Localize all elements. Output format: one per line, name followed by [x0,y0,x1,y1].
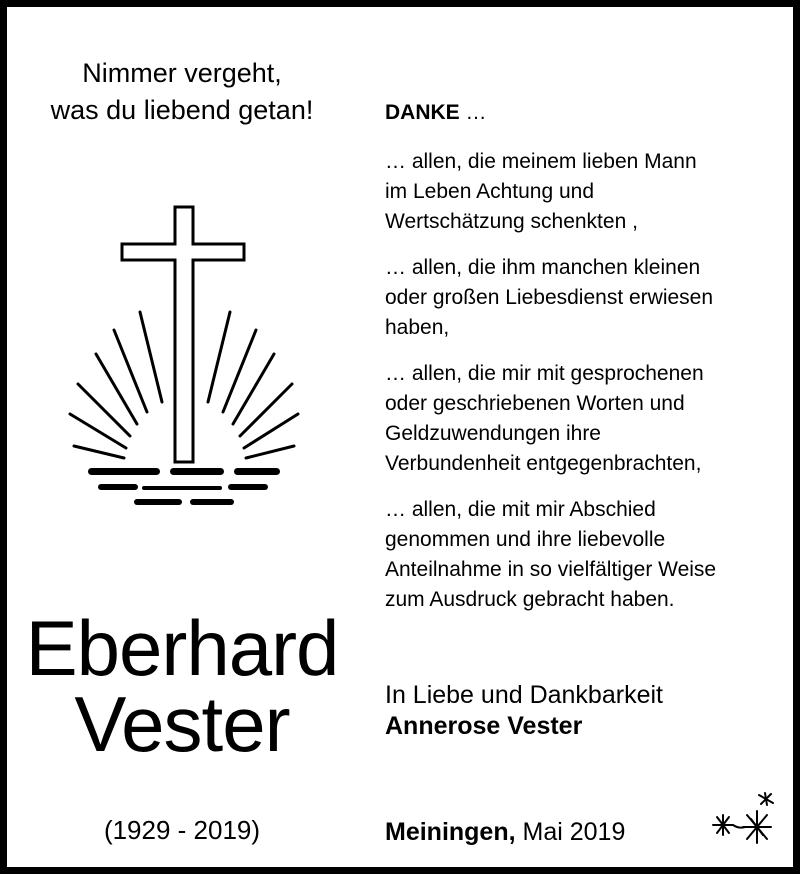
closing-line: In Liebe und Dankbarkeit [385,681,663,709]
motto-line-1: Nimmer vergeht, [82,58,282,88]
thanks-line: … allen, die ihm manchen kleinen [385,256,701,279]
signer-name: Annerose Vester [385,712,583,740]
thanks-line: Geldzuwendungen ihre [385,422,601,445]
thanks-paragraph [385,495,785,615]
danke-heading [385,101,487,125]
motto-line-2: was du liebend getan! [50,95,314,125]
life-dates: (1929 - 2019) [103,815,261,845]
cross-rising-sun-icon [62,202,302,522]
thanks-line: haben, [385,316,450,339]
thanks-paragraph [385,253,785,343]
flower-ornament-icon [707,789,787,849]
thanks-line: … allen, die meinem lieben Mann [385,150,697,173]
thanks-line: Verbundenheit entgegenbrachten, [385,452,702,475]
thanks-paragraph [385,147,785,237]
thanks-line: Wertschätzung schenkten , [385,210,638,233]
thanks-line: oder geschriebenen Worten und [385,392,685,415]
deceased-last-name: Vester [74,680,290,768]
date-text: Mai 2019 [515,818,626,846]
thanks-line: Anteilnahme in so vielfältiger Weise [385,558,717,581]
danke-word: DANKE [385,101,460,124]
motto [27,55,337,129]
place-name: Meiningen, [385,818,516,846]
thanks-paragraph [385,359,785,479]
thanks-line: genommen und ihre liebevolle [385,528,666,551]
thanks-line: … allen, die mir mit gesprochenen [385,362,704,385]
danke-ellipsis: … [459,101,487,124]
thanks-line: … allen, die mit mir Abschied [385,498,656,521]
thanks-line: oder großen Liebesdienst erwiesen [385,286,714,309]
place-date [385,818,625,847]
thanks-line: zum Ausdruck gebracht haben. [385,588,675,611]
deceased-first-name: Eberhard [25,604,339,692]
thanks-line: im Leben Achtung und [385,180,594,203]
